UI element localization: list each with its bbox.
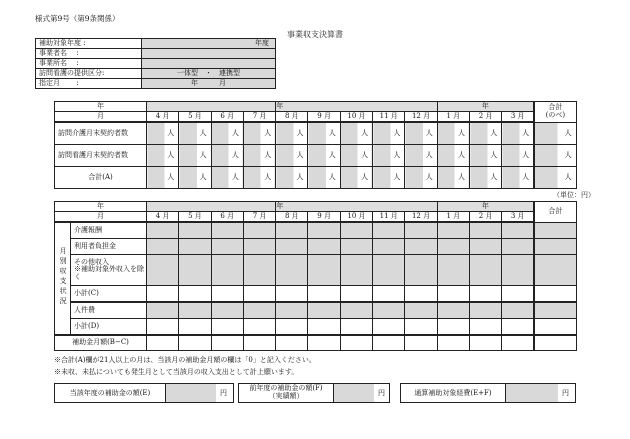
person-unit: 人 bbox=[328, 172, 336, 181]
count-cell[interactable] bbox=[211, 122, 243, 145]
amount-cell[interactable] bbox=[276, 239, 308, 255]
table-row bbox=[55, 302, 577, 319]
yen-unit: 円 bbox=[220, 389, 227, 397]
month-header: 4 月 bbox=[147, 212, 179, 223]
month-header: 2 月 bbox=[470, 212, 502, 223]
amount-cell[interactable] bbox=[437, 286, 469, 303]
person-unit: 人 bbox=[296, 150, 304, 159]
amount-cell[interactable] bbox=[502, 222, 534, 239]
person-unit: 人 bbox=[490, 172, 498, 181]
month-header: 12 月 bbox=[405, 112, 437, 123]
info-row bbox=[36, 59, 276, 69]
person-unit: 人 bbox=[393, 128, 401, 137]
info-value-field[interactable]: 年度 bbox=[142, 39, 276, 49]
year-label: 年 bbox=[276, 202, 438, 212]
info-value-field[interactable]: 年 月 bbox=[142, 79, 276, 89]
amount-cell[interactable] bbox=[373, 302, 405, 319]
person-unit: 人 bbox=[199, 150, 207, 159]
amount-cell[interactable] bbox=[470, 302, 502, 319]
amount-cell[interactable] bbox=[405, 239, 437, 255]
person-unit: 人 bbox=[328, 150, 336, 159]
info-row bbox=[36, 49, 276, 59]
count-cell[interactable] bbox=[405, 167, 437, 189]
table-row bbox=[55, 167, 577, 189]
info-table bbox=[35, 38, 276, 89]
amount-cell[interactable] bbox=[373, 319, 405, 336]
row-label: 利用者負担金 bbox=[71, 239, 147, 255]
count-cell[interactable] bbox=[437, 122, 469, 145]
count-cell[interactable] bbox=[211, 145, 243, 167]
count-cell[interactable] bbox=[437, 167, 469, 189]
year-row bbox=[55, 202, 577, 212]
subsidy-cell[interactable] bbox=[243, 335, 275, 351]
month-header: 1 月 bbox=[437, 212, 469, 223]
amount-cell[interactable] bbox=[276, 319, 308, 336]
month-header: 11 月 bbox=[373, 212, 405, 223]
row-label: 補助金月額(B−C) bbox=[55, 335, 147, 351]
person-unit: 人 bbox=[490, 150, 498, 159]
info-label: 補助対象年度 : bbox=[36, 39, 142, 49]
amount-cell[interactable] bbox=[502, 319, 534, 336]
person-unit: 人 bbox=[393, 172, 401, 181]
summary-box-e bbox=[54, 383, 234, 403]
amount-cell[interactable] bbox=[437, 239, 469, 255]
month-header: 3 月 bbox=[502, 212, 534, 223]
count-cell[interactable] bbox=[243, 145, 275, 167]
row-label: 小計(C) bbox=[71, 286, 147, 303]
count-cell[interactable] bbox=[534, 122, 576, 145]
info-row bbox=[36, 39, 276, 49]
total-header bbox=[534, 202, 576, 223]
table-row bbox=[55, 286, 577, 303]
count-cell[interactable] bbox=[534, 167, 576, 189]
count-cell[interactable] bbox=[147, 167, 179, 189]
person-unit: 人 bbox=[264, 172, 272, 181]
amount-cell[interactable] bbox=[373, 222, 405, 239]
amount-cell[interactable] bbox=[405, 302, 437, 319]
subsidy-cell[interactable] bbox=[211, 335, 243, 351]
amount-cell[interactable] bbox=[308, 302, 340, 319]
contract-count-table bbox=[54, 101, 577, 189]
month-header: 10 月 bbox=[340, 112, 372, 123]
form-number: 様式第9号（第9条関係） bbox=[35, 14, 120, 23]
income-expense-table bbox=[54, 201, 577, 351]
summary-box-total bbox=[400, 383, 576, 403]
side-label-text: 月別収支状況 bbox=[59, 247, 68, 308]
month-header: 4 月 bbox=[147, 112, 179, 123]
count-cell[interactable] bbox=[373, 145, 405, 167]
count-cell[interactable] bbox=[340, 167, 372, 189]
amount-cell[interactable] bbox=[470, 239, 502, 255]
amount-cell[interactable] bbox=[340, 286, 372, 303]
document-title: 事業収支決算書 bbox=[287, 30, 343, 39]
amount-cell[interactable] bbox=[502, 302, 534, 319]
person-unit: 人 bbox=[264, 150, 272, 159]
subsidy-cell[interactable] bbox=[373, 335, 405, 351]
month-header: 6 月 bbox=[211, 212, 243, 223]
amount-cell[interactable] bbox=[147, 286, 179, 303]
month-header: 9 月 bbox=[308, 112, 340, 123]
amount-cell[interactable] bbox=[179, 222, 211, 239]
amount-cell[interactable] bbox=[243, 302, 275, 319]
month-header: 10 月 bbox=[340, 212, 372, 223]
person-unit: 人 bbox=[522, 128, 530, 137]
count-cell[interactable] bbox=[502, 167, 534, 189]
amount-cell[interactable] bbox=[437, 255, 469, 286]
count-cell[interactable] bbox=[405, 145, 437, 167]
person-unit: 人 bbox=[231, 150, 239, 159]
amount-cell[interactable] bbox=[147, 319, 179, 336]
count-cell[interactable] bbox=[340, 145, 372, 167]
amount-cell[interactable] bbox=[405, 286, 437, 303]
month-header: 5 月 bbox=[179, 212, 211, 223]
amount-cell[interactable] bbox=[179, 319, 211, 336]
month-header: 12 月 bbox=[405, 212, 437, 223]
info-value-field[interactable]: 一体型 ・ 連携型 bbox=[142, 69, 276, 79]
count-cell[interactable] bbox=[276, 145, 308, 167]
subsidy-cell[interactable] bbox=[340, 335, 372, 351]
year-label: 年 bbox=[55, 202, 147, 212]
total-sublabel: (のべ) bbox=[545, 110, 566, 119]
amount-cell[interactable] bbox=[405, 319, 437, 336]
year-label: 年 bbox=[276, 102, 438, 112]
count-cell[interactable] bbox=[276, 167, 308, 189]
amount-cell[interactable] bbox=[276, 222, 308, 239]
person-unit: 人 bbox=[167, 150, 175, 159]
summary-value-field[interactable] bbox=[333, 384, 374, 402]
amount-cell[interactable] bbox=[147, 255, 179, 286]
amount-cell[interactable] bbox=[147, 302, 179, 319]
yen-unit: 円 bbox=[378, 389, 385, 397]
person-unit: 人 bbox=[564, 150, 572, 159]
table-row bbox=[55, 239, 577, 255]
table-row bbox=[55, 335, 577, 351]
count-cell[interactable] bbox=[373, 122, 405, 145]
subsidy-cell[interactable] bbox=[276, 335, 308, 351]
amount-cell[interactable] bbox=[373, 255, 405, 286]
count-cell[interactable] bbox=[308, 122, 340, 145]
amount-cell[interactable] bbox=[502, 286, 534, 303]
subsidy-cell[interactable] bbox=[534, 335, 576, 351]
amount-cell[interactable] bbox=[405, 222, 437, 239]
person-unit: 人 bbox=[490, 128, 498, 137]
person-unit: 人 bbox=[425, 150, 433, 159]
person-unit: 人 bbox=[199, 128, 207, 137]
amount-cell[interactable] bbox=[276, 255, 308, 286]
amount-cell[interactable] bbox=[147, 222, 179, 239]
count-cell[interactable] bbox=[308, 145, 340, 167]
amount-cell[interactable] bbox=[470, 319, 502, 336]
year-label: 年 bbox=[55, 102, 147, 112]
person-unit: 人 bbox=[361, 172, 369, 181]
amount-cell[interactable] bbox=[405, 255, 437, 286]
month-label: 月 bbox=[55, 212, 147, 223]
year-label: 年 bbox=[437, 202, 534, 212]
total-header bbox=[534, 102, 576, 123]
count-cell[interactable] bbox=[211, 167, 243, 189]
count-cell[interactable] bbox=[534, 145, 576, 167]
count-cell[interactable] bbox=[243, 122, 275, 145]
table-row bbox=[55, 319, 577, 336]
info-label: 事業者名 : bbox=[36, 49, 142, 59]
amount-cell[interactable] bbox=[211, 255, 243, 286]
amount-cell[interactable] bbox=[243, 319, 275, 336]
amount-cell[interactable] bbox=[340, 255, 372, 286]
amount-cell[interactable] bbox=[534, 302, 576, 319]
subsidy-cell[interactable] bbox=[437, 335, 469, 351]
month-header: 7 月 bbox=[243, 212, 275, 223]
amount-cell[interactable] bbox=[534, 319, 576, 336]
count-cell[interactable] bbox=[179, 145, 211, 167]
summary-label: 通算補助対象経費(E+F) bbox=[414, 389, 492, 397]
month-header: 7 月 bbox=[243, 112, 275, 123]
month-row bbox=[55, 112, 577, 123]
amount-cell[interactable] bbox=[373, 286, 405, 303]
subsidy-cell[interactable] bbox=[470, 335, 502, 351]
subsidy-cell[interactable] bbox=[502, 335, 534, 351]
amount-cell[interactable] bbox=[340, 222, 372, 239]
count-cell[interactable] bbox=[373, 167, 405, 189]
amount-cell[interactable] bbox=[276, 286, 308, 303]
amount-cell[interactable] bbox=[437, 319, 469, 336]
amount-cell[interactable] bbox=[534, 286, 576, 303]
amount-cell[interactable] bbox=[211, 319, 243, 336]
info-value-field[interactable] bbox=[142, 49, 276, 59]
amount-cell[interactable] bbox=[534, 222, 576, 239]
amount-cell[interactable] bbox=[243, 286, 275, 303]
count-cell[interactable] bbox=[243, 167, 275, 189]
count-cell[interactable] bbox=[470, 145, 502, 167]
month-label: 月 bbox=[55, 112, 147, 123]
count-cell[interactable] bbox=[470, 122, 502, 145]
count-cell[interactable] bbox=[405, 122, 437, 145]
note-1: ※合計(A)欄が21人以上の月は、当該月の補助金月額の欄は「0」と記入ください。 bbox=[54, 356, 316, 364]
year-field[interactable] bbox=[147, 102, 276, 112]
amount-cell[interactable] bbox=[534, 255, 576, 286]
row-label: 介護報酬 bbox=[71, 222, 147, 239]
month-header: 8 月 bbox=[276, 212, 308, 223]
month-header: 6 月 bbox=[211, 112, 243, 123]
count-cell[interactable] bbox=[502, 145, 534, 167]
amount-cell[interactable] bbox=[470, 255, 502, 286]
amount-cell[interactable] bbox=[243, 255, 275, 286]
month-header: 9 月 bbox=[308, 212, 340, 223]
total-label: 合計 bbox=[548, 207, 563, 216]
count-cell[interactable] bbox=[340, 122, 372, 145]
row-label: その他収入 ※補助対象外収入を除く bbox=[71, 255, 147, 286]
summary-value-field[interactable] bbox=[165, 384, 216, 402]
note-2: ※未収、未払についても発生月として当該月の収入支出として計上願います。 bbox=[54, 368, 299, 376]
row-label: 小計(D) bbox=[71, 319, 147, 336]
year-label: 年 bbox=[437, 102, 534, 112]
summary-value-field[interactable] bbox=[505, 384, 558, 402]
count-cell[interactable] bbox=[437, 145, 469, 167]
person-unit: 人 bbox=[564, 172, 572, 181]
person-unit: 人 bbox=[458, 128, 465, 137]
subsidy-cell[interactable] bbox=[179, 335, 211, 351]
month-row bbox=[55, 212, 577, 223]
subsidy-cell[interactable] bbox=[147, 335, 179, 351]
person-unit: 人 bbox=[361, 150, 369, 159]
row-label: 人件費 bbox=[71, 302, 147, 319]
person-unit: 人 bbox=[425, 128, 433, 137]
person-unit: 人 bbox=[199, 172, 207, 181]
amount-cell[interactable] bbox=[373, 239, 405, 255]
person-unit: 人 bbox=[167, 172, 175, 181]
amount-cell[interactable] bbox=[502, 255, 534, 286]
amount-cell[interactable] bbox=[211, 302, 243, 319]
amount-cell[interactable] bbox=[340, 239, 372, 255]
year-row bbox=[55, 102, 577, 112]
total-label: 合計 bbox=[548, 103, 563, 112]
info-value-field[interactable] bbox=[142, 59, 276, 69]
amount-cell[interactable] bbox=[179, 255, 211, 286]
count-cell[interactable] bbox=[502, 122, 534, 145]
person-unit: 人 bbox=[564, 128, 572, 137]
unit-note: （単位：円） bbox=[553, 191, 595, 199]
person-unit: 人 bbox=[167, 128, 175, 137]
month-header: 5 月 bbox=[179, 112, 211, 123]
person-unit: 人 bbox=[361, 128, 369, 137]
month-header: 2 月 bbox=[470, 112, 502, 123]
month-header: 8 月 bbox=[276, 112, 308, 123]
table-row bbox=[55, 145, 577, 167]
table-row bbox=[55, 222, 577, 239]
month-header: 1 月 bbox=[437, 112, 469, 123]
person-unit: 人 bbox=[522, 150, 530, 159]
info-label: 事業所名 : bbox=[36, 59, 142, 69]
amount-cell[interactable] bbox=[502, 239, 534, 255]
count-cell[interactable] bbox=[276, 122, 308, 145]
amount-cell[interactable] bbox=[276, 302, 308, 319]
amount-cell[interactable] bbox=[179, 239, 211, 255]
subsidy-cell[interactable] bbox=[308, 335, 340, 351]
subsidy-cell[interactable] bbox=[405, 335, 437, 351]
person-unit: 人 bbox=[296, 128, 304, 137]
count-cell[interactable] bbox=[147, 122, 179, 145]
person-unit: 人 bbox=[458, 172, 465, 181]
amount-cell[interactable] bbox=[437, 222, 469, 239]
amount-cell[interactable] bbox=[243, 222, 275, 239]
info-row bbox=[36, 69, 276, 79]
person-unit: 人 bbox=[393, 150, 401, 159]
count-cell[interactable] bbox=[470, 167, 502, 189]
amount-cell[interactable] bbox=[211, 222, 243, 239]
info-label: 訪問看護の提供区分: bbox=[36, 69, 142, 79]
row-label: 訪問看護月末契約者数 bbox=[55, 145, 147, 167]
amount-cell[interactable] bbox=[179, 302, 211, 319]
amount-cell[interactable] bbox=[437, 302, 469, 319]
person-unit: 人 bbox=[264, 128, 272, 137]
amount-cell[interactable] bbox=[534, 239, 576, 255]
yen-unit: 円 bbox=[562, 389, 569, 397]
info-row bbox=[36, 79, 276, 89]
amount-cell[interactable] bbox=[147, 239, 179, 255]
info-label: 指定月 : bbox=[36, 79, 142, 89]
year-field[interactable] bbox=[147, 202, 276, 212]
month-header: 3 月 bbox=[502, 112, 534, 123]
amount-cell[interactable] bbox=[340, 302, 372, 319]
amount-cell[interactable] bbox=[211, 239, 243, 255]
summary-label: 当該年度の補助金の額(E) bbox=[69, 389, 151, 397]
amount-cell[interactable] bbox=[179, 286, 211, 303]
amount-cell[interactable] bbox=[308, 319, 340, 336]
person-unit: 人 bbox=[231, 172, 239, 181]
person-unit: 人 bbox=[425, 172, 433, 181]
person-unit: 人 bbox=[231, 128, 239, 137]
count-cell[interactable] bbox=[179, 122, 211, 145]
count-cell[interactable] bbox=[308, 167, 340, 189]
count-cell[interactable] bbox=[147, 145, 179, 167]
person-unit: 人 bbox=[328, 128, 336, 137]
amount-cell[interactable] bbox=[243, 239, 275, 255]
month-header: 11 月 bbox=[373, 112, 405, 123]
person-unit: 人 bbox=[296, 172, 304, 181]
amount-cell[interactable] bbox=[308, 286, 340, 303]
table-row bbox=[55, 255, 577, 286]
row-label: 合計(A) bbox=[55, 167, 147, 189]
amount-cell[interactable] bbox=[308, 222, 340, 239]
amount-cell[interactable] bbox=[470, 222, 502, 239]
side-label bbox=[55, 222, 71, 335]
summary-box-f bbox=[238, 383, 390, 403]
row-label: 訪問介護月末契約者数 bbox=[55, 122, 147, 145]
count-cell[interactable] bbox=[179, 167, 211, 189]
amount-cell[interactable] bbox=[211, 286, 243, 303]
person-unit: 人 bbox=[522, 172, 530, 181]
summary-label: 前年度の補助金の額(F) （実績額） bbox=[249, 384, 323, 400]
person-unit: 人 bbox=[458, 150, 465, 159]
amount-cell[interactable] bbox=[470, 286, 502, 303]
amount-cell[interactable] bbox=[308, 239, 340, 255]
amount-cell[interactable] bbox=[308, 255, 340, 286]
table-row bbox=[55, 122, 577, 145]
amount-cell[interactable] bbox=[340, 319, 372, 336]
